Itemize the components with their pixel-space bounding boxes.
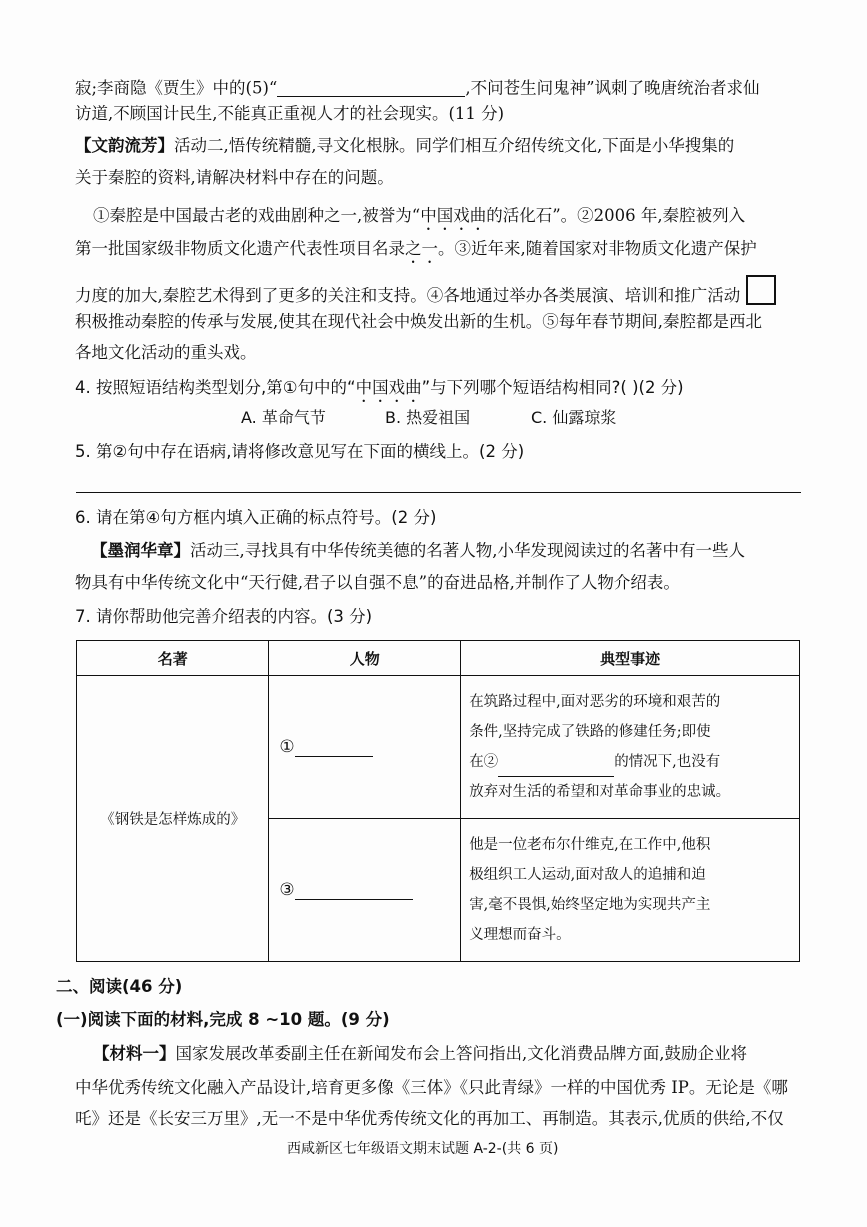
table-header-row xyxy=(77,641,800,676)
answer-blank-5[interactable] xyxy=(277,78,465,97)
question-5: 5. 第②句中存在语病,请将修改意见写在下面的横线上。(2 分) xyxy=(75,442,525,461)
answer-blank-2[interactable] xyxy=(498,762,614,777)
activity2-intro-1: 【文韵流芳】活动二,悟传统精髓,寻文化根脉。同学们相互介绍传统文化,下面是小华搜集的 xyxy=(75,136,735,155)
poem-line-1: 寂;李商隐《贾生》中的(5)“ ,不问苍生问鬼神”讽刺了晚唐统治者求仙 xyxy=(75,78,760,98)
material-1-line-3: 吒》还是《长安三万里》,无一不是中华优秀传统文化的再加工、再制造。其表示,优质的供给,不仅 xyxy=(75,1109,784,1128)
question-4: 4. 按照短语结构类型划分,第①句中的“中国戏曲”与下列哪个短语结构相同?( )(2 分) xyxy=(75,378,684,397)
punctuation-box[interactable] xyxy=(746,275,776,305)
question-7: 7. 请你帮助他完善介绍表的内容。(3 分) xyxy=(75,607,373,626)
q4-option-b[interactable]: B. 热爱祖国 xyxy=(385,408,471,427)
character-cell-2: ③ xyxy=(269,819,461,962)
activity3-intro-2: 物具有中华传统文化中“天行健,君子以自强不息”的奋进品格,并制作了人物介绍表。 xyxy=(75,573,680,592)
page-footer: 西咸新区七年级语文期末试题 A-2-(共 6 页) xyxy=(287,1141,559,1157)
material-1-line-1: 【材料一】国家发展改革委副主任在新闻发布会上答问指出,文化消费品牌方面,鼓励企业将 xyxy=(93,1044,747,1063)
activity2-intro-2: 关于秦腔的资料,请解决材料中存在的问题。 xyxy=(75,168,394,187)
material-sentence-3: 力度的加大,秦腔艺术得到了更多的关注和支持。④各地通过举办各类展演、培训和推广活动 xyxy=(75,275,776,305)
answer-blank-1[interactable] xyxy=(295,742,373,757)
header-deeds: 典型事迹 xyxy=(461,641,800,676)
character-cell-1: ① xyxy=(269,676,461,819)
section-reading-title: 二、阅读(46 分) xyxy=(56,977,183,996)
table-row xyxy=(77,676,800,819)
material-sentence-2: 第一批国家级非物质文化遗产代表性项目名录之一。③近年来,随着国家对非物质文化遗产保护 xyxy=(75,239,757,258)
reading-part-1-title: (一)阅读下面的材料,完成 8 ~10 题。(9 分) xyxy=(56,1010,390,1029)
header-work: 名著 xyxy=(77,641,269,676)
q4-option-a[interactable]: A. 革命气节 xyxy=(241,408,326,427)
activity3-intro-1: 【墨润华章】活动三,寻找具有中华传统美德的名著人物,小华发现阅读过的名著中有一些人 xyxy=(91,541,745,560)
material-sentence-5: 各地文化活动的重头戏。 xyxy=(75,343,257,362)
work-title-cell: 《钢铁是怎样炼成的》 xyxy=(77,676,269,962)
q5-answer-line[interactable] xyxy=(76,492,801,493)
material-sentence-1: ①秦腔是中国最古老的戏曲剧种之一,被誉为“中国戏曲的活化石”。②2006 年,秦腔被列入 xyxy=(93,206,746,225)
answer-blank-3[interactable] xyxy=(295,885,413,900)
question-6: 6. 请在第④句方框内填入正确的标点符号。(2 分) xyxy=(75,508,437,527)
header-character: 人物 xyxy=(269,641,461,676)
q4-option-c[interactable]: C. 仙露琼浆 xyxy=(531,408,617,427)
material-1-line-2: 中华优秀传统文化融入产品设计,培育更多像《三体》《只此青绿》一样的中国优秀 IP。无论是《哪 xyxy=(75,1078,788,1097)
character-intro-table xyxy=(76,640,800,962)
material-sentence-4: 积极推动秦腔的传承与发展,使其在现代社会中焕发出新的生机。⑤每年春节期间,秦腔都是西北 xyxy=(75,312,762,331)
deeds-cell-1: 在筑路过程中,面对恶劣的环境和艰苦的 条件,坚持完成了铁路的修建任务;即使 在② 的情况下,也没有 放弃对生活的希望和对革命事业的忠诚。 xyxy=(461,676,800,819)
poem-line-2: 访道,不顾国计民生,不能真正重视人才的社会现实。(11 分) xyxy=(75,104,505,123)
deeds-cell-2: 他是一位老布尔什维克,在工作中,他积 极组织工人运动,面对敌人的追捕和迫 害,毫不畏惧,始终坚定地为实现共产主 义理想而奋斗。 xyxy=(461,819,800,962)
